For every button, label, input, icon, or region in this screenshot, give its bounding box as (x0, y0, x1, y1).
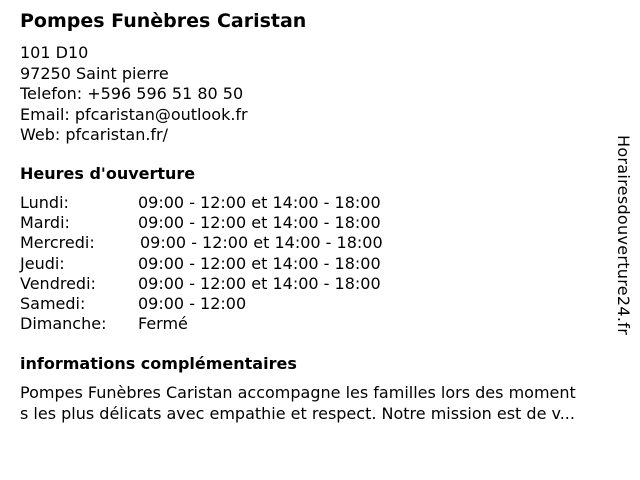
site-watermark: Horairesdouverture24.fr (614, 135, 633, 336)
day-label: Dimanche: (20, 314, 107, 334)
address-line-street: 101 D10 (20, 43, 89, 62)
hours-table (20, 193, 460, 334)
day-label: Samedi: (20, 293, 86, 313)
web-text: Web: pfcaristan.fr/ (20, 125, 169, 144)
info-heading: informations complémentaires (20, 354, 297, 373)
day-label: Vendredi: (20, 273, 96, 293)
business-title: Pompes Funèbres Caristan (20, 10, 307, 32)
address-block (20, 43, 248, 146)
time-value: 09:00 - 12:00 et 14:00 - 18:00 (138, 213, 381, 233)
time-value: 09:00 - 12:00 et 14:00 - 18:00 (138, 273, 381, 293)
day-label: Jeudi: (20, 253, 65, 273)
time-value: 09:00 - 12:00 et 14:00 - 18:00 (140, 233, 383, 253)
phone-text: Telefon: +596 596 51 80 50 (20, 84, 244, 103)
time-value: 09:00 - 12:00 (138, 293, 247, 313)
time-value: Fermé (138, 314, 188, 334)
hours-row-thursday (20, 254, 460, 274)
day-label: Mardi: (20, 213, 70, 233)
hours-row-sunday (20, 314, 460, 334)
day-label: Mercredi: (20, 233, 95, 253)
hours-row-saturday (20, 294, 460, 314)
time-value: 09:00 - 12:00 et 14:00 - 18:00 (138, 253, 381, 273)
info-line: s les plus délicats avec empathie et respect. Notre mission est de v... (20, 403, 575, 423)
day-label: Lundi: (20, 193, 69, 212)
email-text: Email: pfcaristan@outlook.fr (20, 104, 248, 124)
info-line: Pompes Funèbres Caristan accompagne les familles lors des moment (20, 383, 576, 402)
hours-row-wednesday (20, 233, 460, 253)
info-paragraph (20, 383, 630, 424)
address-line-city: 97250 Saint pierre (20, 63, 169, 83)
hours-row-tuesday (20, 213, 460, 233)
time-value: 09:00 - 12:00 et 14:00 - 18:00 (138, 193, 381, 212)
hours-heading: Heures d'ouverture (20, 164, 196, 183)
hours-row-friday (20, 274, 460, 294)
hours-row-monday (20, 193, 460, 213)
